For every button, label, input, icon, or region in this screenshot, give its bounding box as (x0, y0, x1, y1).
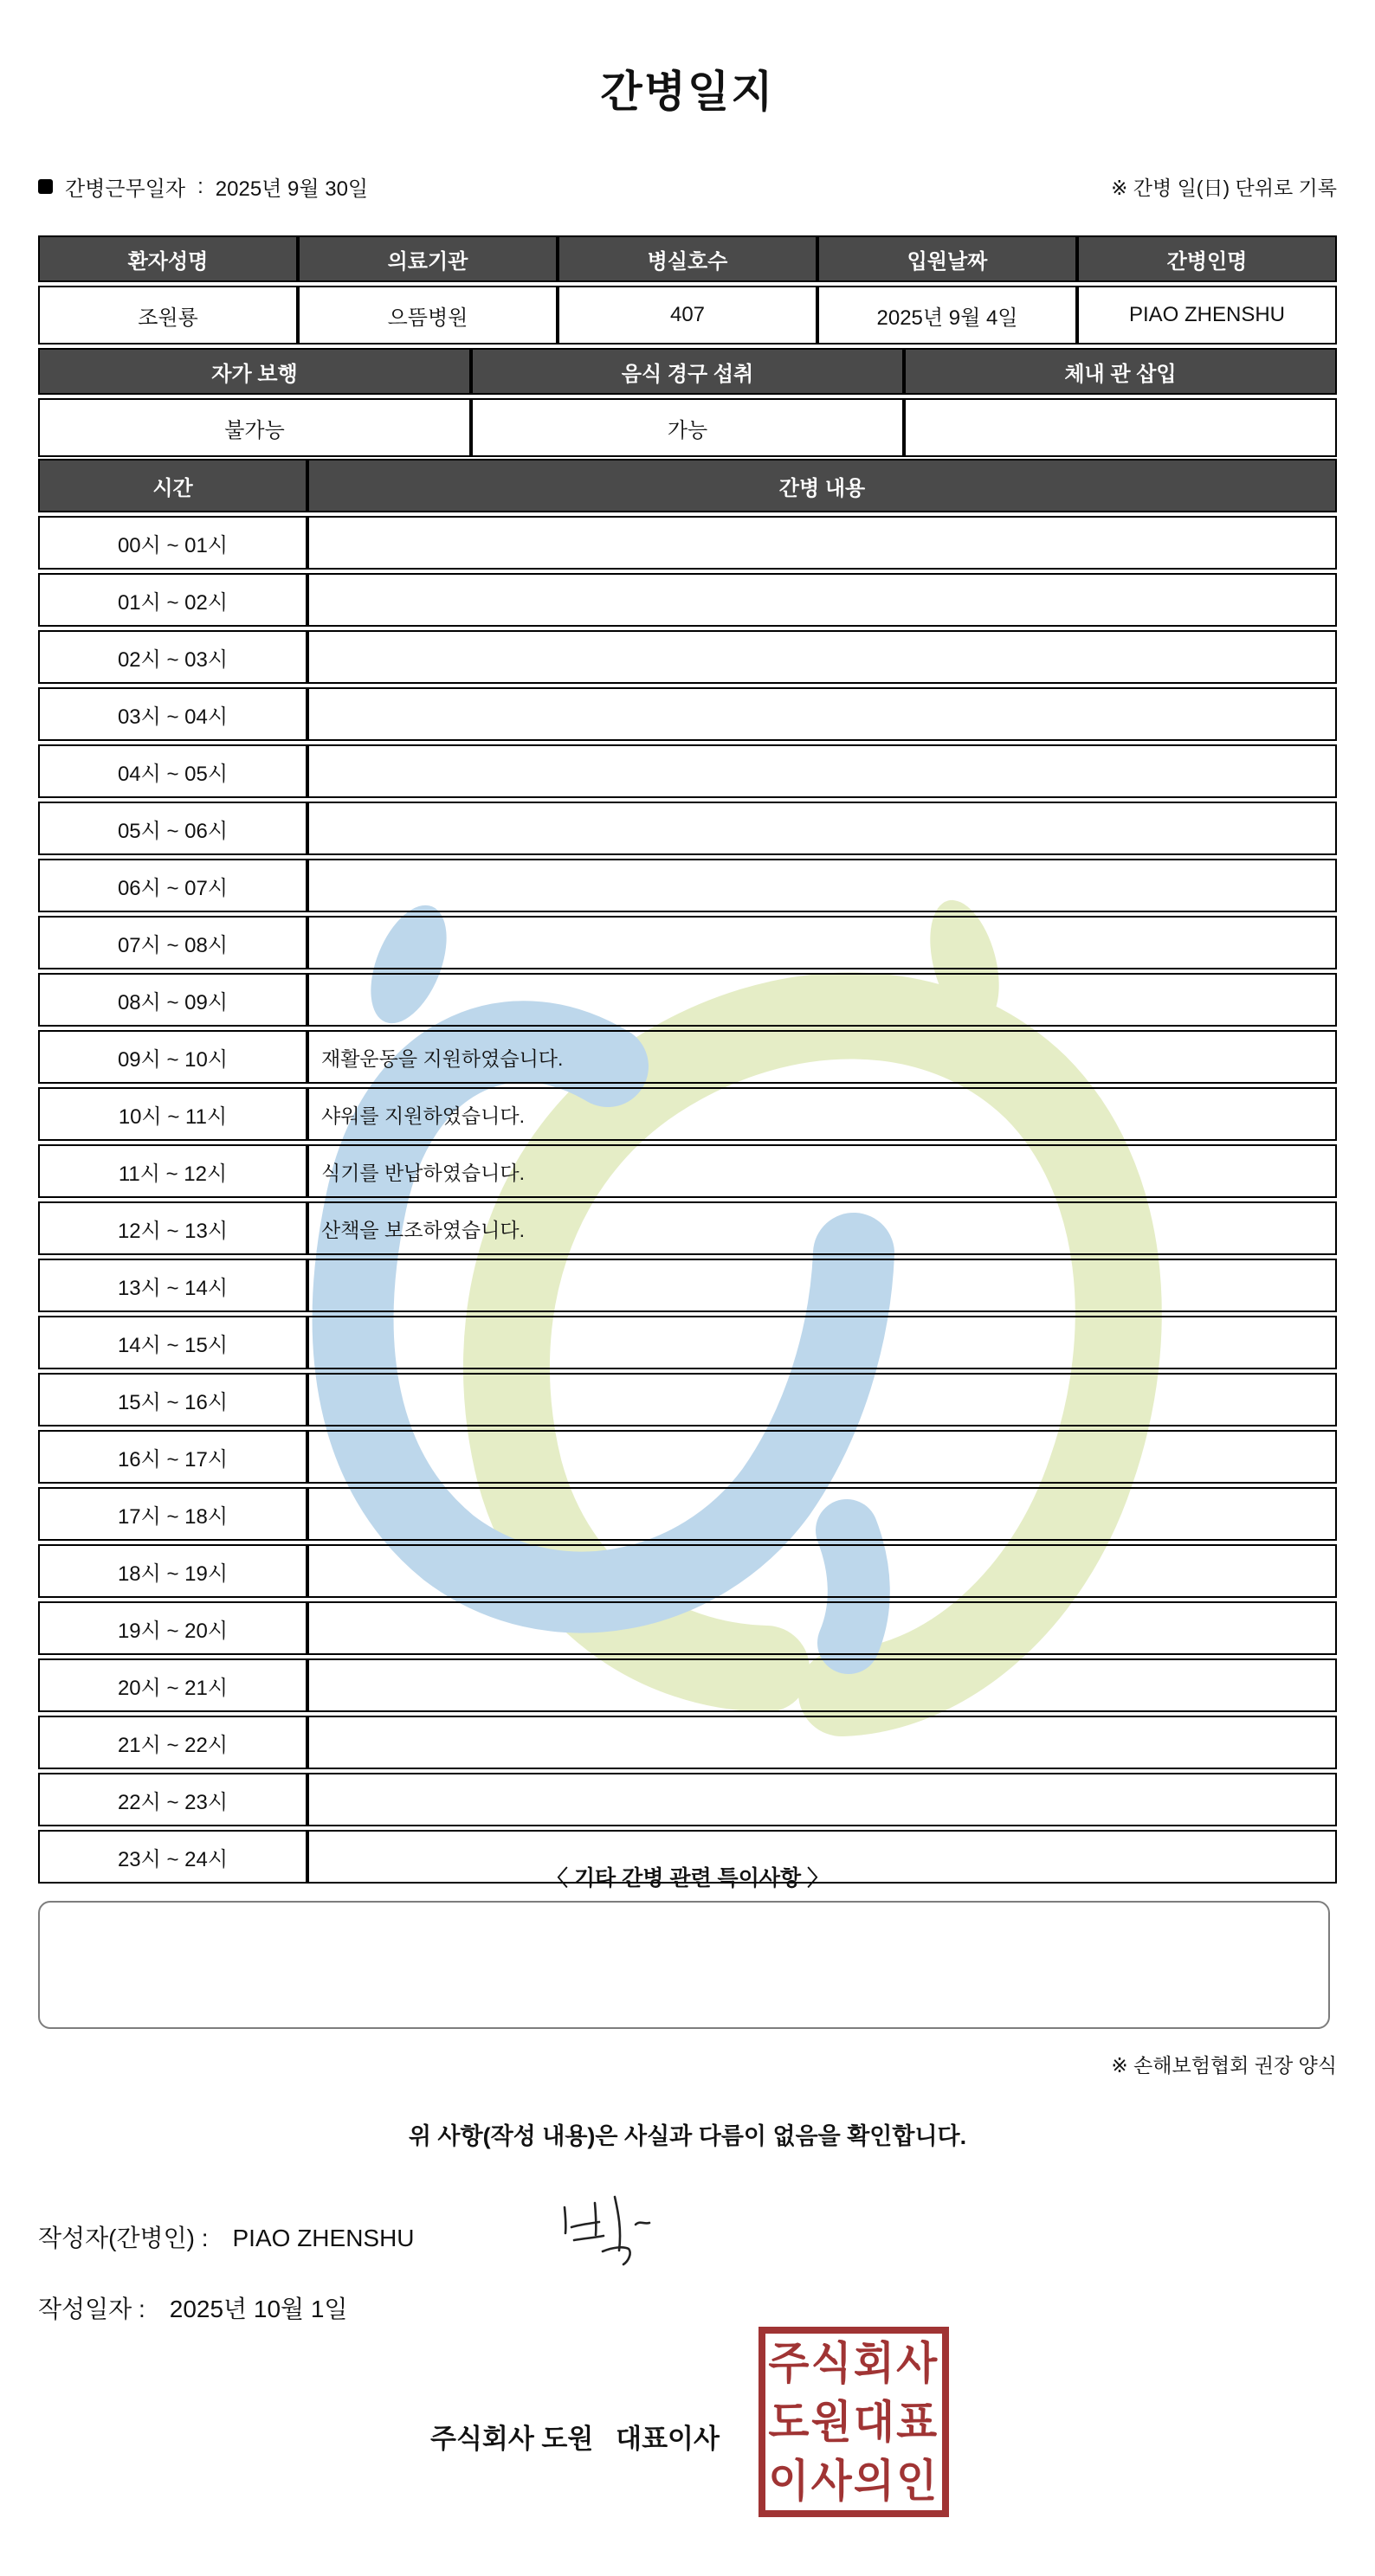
notes-box (38, 1901, 1330, 2029)
status-header-oral-intake: 음식 경구 섭취 (471, 348, 904, 395)
written-date-value: 2025년 10월 1일 (169, 2296, 348, 2322)
care-row-content (307, 802, 1337, 855)
care-row-content (307, 1544, 1337, 1598)
care-row-time: 21시 ~ 22시 (38, 1716, 307, 1769)
care-row-content (307, 516, 1337, 570)
care-row (38, 802, 1337, 855)
care-row-time: 19시 ~ 20시 (38, 1601, 307, 1655)
care-header-content: 간병 내용 (307, 459, 1337, 512)
patient-header-admission: 입원날짜 (817, 235, 1077, 282)
care-row-content (307, 744, 1337, 798)
care-row-time: 07시 ~ 08시 (38, 916, 307, 969)
care-row-content (307, 630, 1337, 684)
signature-stroke (636, 2223, 649, 2225)
care-row-time: 03시 ~ 04시 (38, 687, 307, 741)
company-seal-stamp (759, 2327, 949, 2517)
walking-status-cell: 불가능 (38, 398, 471, 457)
written-date-label: 작성일자 : (38, 2296, 145, 2322)
care-row-time: 10시 ~ 11시 (38, 1087, 307, 1141)
writer-line (38, 2219, 415, 2254)
care-table-body (38, 516, 1337, 1884)
care-row-content: 산책을 보조하였습니다. (307, 1201, 1337, 1255)
care-row-time: 22시 ~ 23시 (38, 1773, 307, 1826)
patient-header-hospital: 의료기관 (298, 235, 558, 282)
work-date-separator: : (197, 174, 203, 198)
patient-header-name: 환자성명 (38, 235, 298, 282)
patient-status-table (38, 345, 1337, 460)
care-row-content (307, 1316, 1337, 1369)
notes-caption: 〈 기타 간병 관련 특이사항 〉 (545, 1866, 830, 1890)
bullet-square-icon (38, 179, 53, 194)
handwritten-signature (545, 2180, 693, 2283)
care-row (38, 1030, 1337, 1084)
care-row (38, 1544, 1337, 1598)
care-row-content: 재활운동을 지원하였습니다. (307, 1030, 1337, 1084)
page-title: 간병일지 (600, 68, 775, 116)
signature-stroke (574, 2236, 604, 2240)
room-number-cell: 407 (558, 286, 817, 345)
patient-header-caregiver: 간병인명 (1077, 235, 1337, 282)
care-row (38, 1716, 1337, 1769)
care-row (38, 1773, 1337, 1826)
care-row-time: 04시 ~ 05시 (38, 744, 307, 798)
care-row (38, 1487, 1337, 1541)
care-row-time: 14시 ~ 15시 (38, 1316, 307, 1369)
care-row (38, 973, 1337, 1027)
work-date-row (38, 171, 1337, 202)
care-header-row (38, 459, 1337, 512)
seal-text-line: 주식회사 (768, 2337, 939, 2389)
signature-stroke (615, 2197, 620, 2251)
seal-text-line: 도원대표 (768, 2396, 939, 2448)
care-row (38, 1373, 1337, 1426)
seal-text-line: 이사의인 (768, 2455, 939, 2507)
care-row-content (307, 1487, 1337, 1541)
care-row (38, 630, 1337, 684)
hourly-care-table (38, 455, 1337, 1887)
care-row (38, 687, 1337, 741)
care-row-time: 02시 ~ 03시 (38, 630, 307, 684)
care-row-content (307, 1430, 1337, 1484)
patient-header-row (38, 235, 1337, 282)
care-row (38, 1144, 1337, 1198)
oral-intake-status-cell: 가능 (471, 398, 904, 457)
care-row-content (307, 573, 1337, 627)
care-row-time: 01시 ~ 02시 (38, 573, 307, 627)
work-date-label: 간병근무일자 (65, 177, 186, 201)
patient-value-row (38, 286, 1337, 345)
care-row (38, 573, 1337, 627)
care-row (38, 1259, 1337, 1312)
work-date-group (38, 171, 368, 202)
care-row-time: 17시 ~ 18시 (38, 1487, 307, 1541)
admission-date-cell: 2025년 9월 4일 (817, 286, 1077, 345)
care-row-time: 11시 ~ 12시 (38, 1144, 307, 1198)
patient-info-table (38, 232, 1337, 348)
writer-name: PIAO ZHENSHU (232, 2225, 415, 2251)
written-date-line (38, 2290, 347, 2325)
care-row-time: 06시 ~ 07시 (38, 859, 307, 912)
care-row-time: 09시 ~ 10시 (38, 1030, 307, 1084)
care-row-time: 05시 ~ 06시 (38, 802, 307, 855)
signature-stroke (603, 2247, 630, 2264)
care-row-content (307, 1601, 1337, 1655)
care-row (38, 1601, 1337, 1655)
unit-note: ※ 간병 일(日) 단위로 기록 (1111, 177, 1337, 199)
care-row (38, 1087, 1337, 1141)
signature-stroke (595, 2203, 596, 2235)
care-row-content (307, 859, 1337, 912)
status-header-row (38, 348, 1337, 395)
care-header-time: 시간 (38, 459, 307, 512)
caregiver-name-cell: PIAO ZHENSHU (1077, 286, 1337, 345)
care-row-content (307, 1658, 1337, 1712)
care-row (38, 1316, 1337, 1369)
company-line: 주식회사 도원 대표이사 (430, 2424, 720, 2454)
care-row-content: 샤워를 지원하였습니다. (307, 1087, 1337, 1141)
care-row-time: 13시 ~ 14시 (38, 1259, 307, 1312)
patient-name-cell: 조원룡 (38, 286, 298, 345)
status-header-tube: 체내 관 삽입 (904, 348, 1337, 395)
tube-status-cell (904, 398, 1337, 457)
work-date-value: 2025년 9월 30일 (215, 177, 369, 201)
care-row (38, 1430, 1337, 1484)
care-row-content (307, 973, 1337, 1027)
care-row-content (307, 1773, 1337, 1826)
hospital-cell: 으뜸병원 (298, 286, 558, 345)
care-row-content (307, 687, 1337, 741)
care-row-time: 23시 ~ 24시 (38, 1830, 307, 1884)
care-row-time: 20시 ~ 21시 (38, 1658, 307, 1712)
writer-label: 작성자(간병인) : (38, 2225, 209, 2251)
care-row-content (307, 1716, 1337, 1769)
patient-header-room: 병실호수 (558, 235, 817, 282)
care-row (38, 1658, 1337, 1712)
status-value-row (38, 398, 1337, 457)
care-row-time: 08시 ~ 09시 (38, 973, 307, 1027)
care-row (38, 1201, 1337, 1255)
care-row-time: 15시 ~ 16시 (38, 1373, 307, 1426)
care-row-time: 00시 ~ 01시 (38, 516, 307, 570)
confirmation-statement: 위 사항(작성 내용)은 사실과 다름이 없음을 확인합니다. (408, 2123, 967, 2149)
form-note: ※ 손해보험협회 권장 양식 (1111, 2054, 1337, 2077)
care-row-content: 식기를 반납하였습니다. (307, 1144, 1337, 1198)
care-row-time: 12시 ~ 13시 (38, 1201, 307, 1255)
care-row-time: 18시 ~ 19시 (38, 1544, 307, 1598)
care-row (38, 744, 1337, 798)
care-row-time: 16시 ~ 17시 (38, 1430, 307, 1484)
care-row (38, 859, 1337, 912)
care-row-content (307, 1259, 1337, 1312)
care-row-content (307, 1373, 1337, 1426)
care-row (38, 916, 1337, 969)
status-header-walking: 자가 보행 (38, 348, 471, 395)
care-row (38, 516, 1337, 570)
care-row-content (307, 916, 1337, 969)
